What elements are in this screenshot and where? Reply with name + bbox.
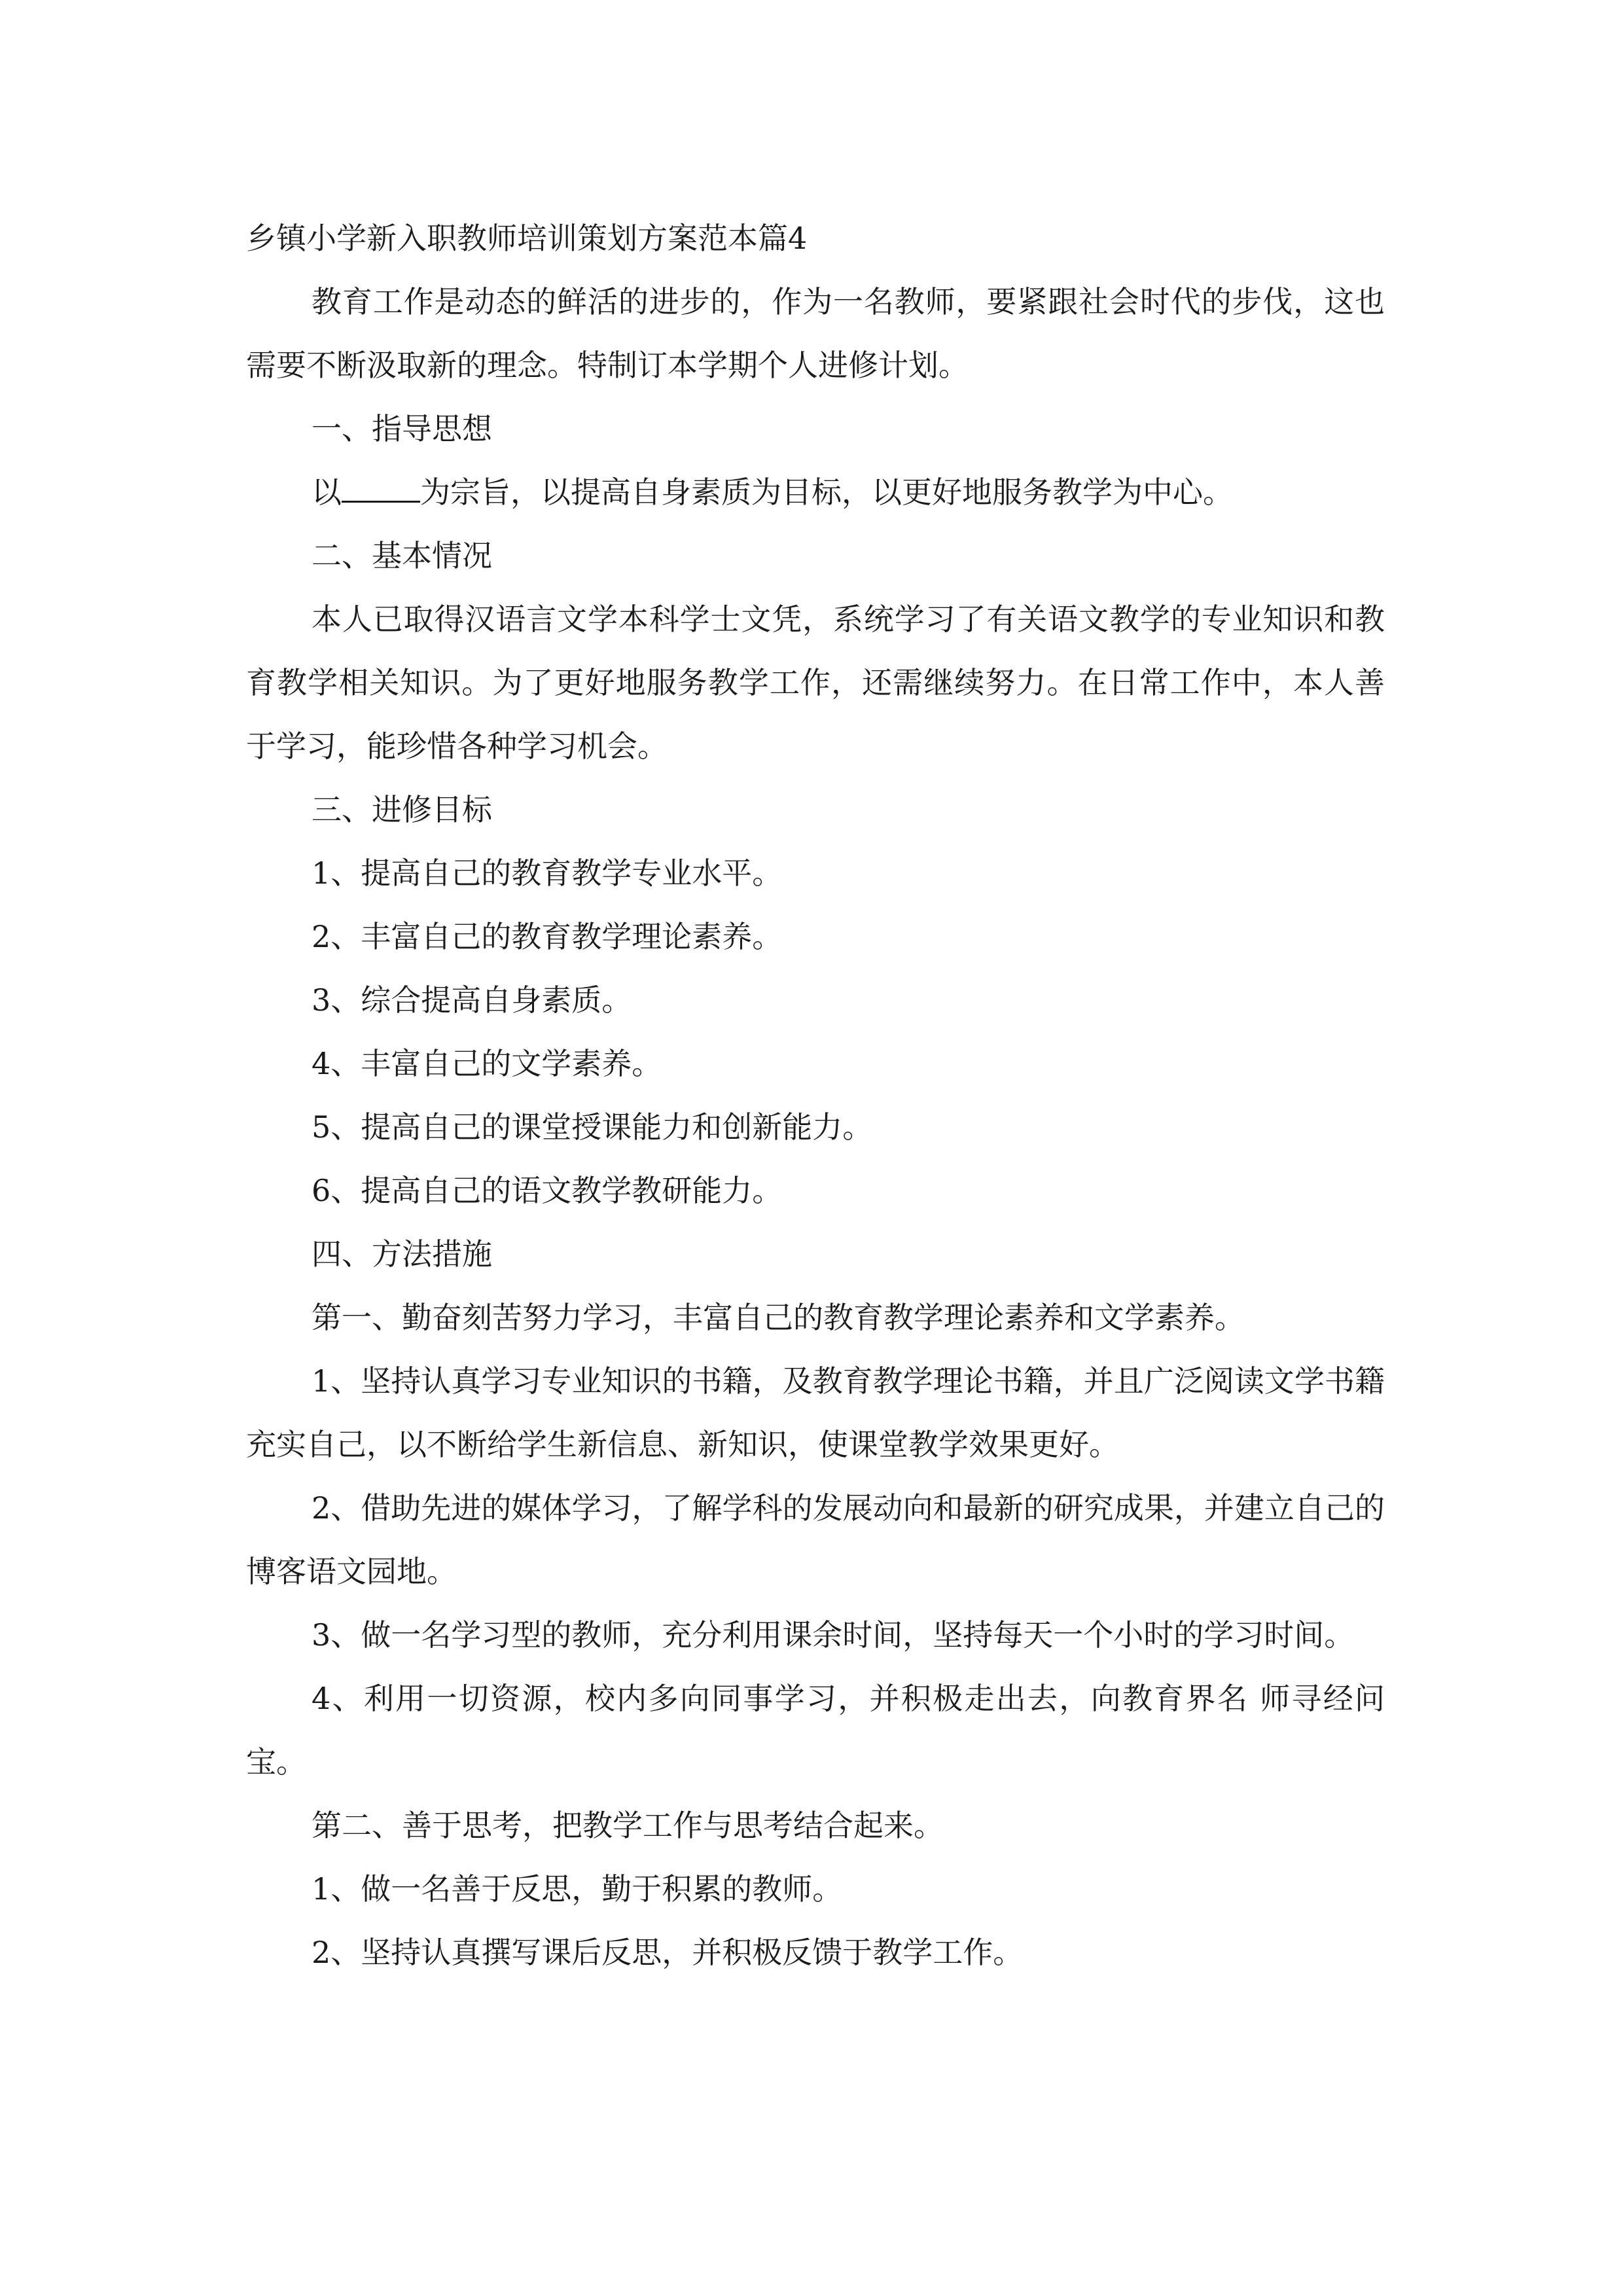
goal-item: 3、综合提高自身素质。 [312,982,632,1018]
section-heading-basic-situation: 二、基本情况 [312,538,492,573]
methods-part1-item: 3、做一名学习型的教师，充分利用课余时间，坚持每天一个小时的学习时间。 [312,1617,1355,1653]
goal-item: 1、提高自己的教育教学专业水平。 [312,855,783,891]
methods-part2-heading: 第二、善于思考，把教学工作与思考结合起来。 [312,1808,944,1843]
guiding-text-end: 为宗旨，以提高自身素质为目标，以更好地服务教学为中心。 [420,475,1233,510]
methods-part1-heading: 第一、勤奋刻苦努力学习，丰富自己的教育教学理论素养和文学素养。 [312,1300,1245,1335]
document-title: 乡镇小学新入职教师培训策划方案范本篇4 [246,221,808,256]
methods-part2-item: 2、坚持认真撰写课后反思，并积极反馈于教学工作。 [312,1935,1024,1970]
methods-part1-item: 2、借助先进的媒体学习，了解学科的发展动向和最新的研究成果，并建立自己的博客语文园地。 [246,1490,1385,1589]
guiding-ideology-paragraph [246,461,1385,524]
guiding-text-start: 以 [312,475,342,510]
goal-item: 5、提高自己的课堂授课能力和创新能力。 [312,1109,873,1145]
methods-part1-item: 4、利用一切资源，校内多向同事学习，并积极走出去，向教育界名 师寻经问宝。 [246,1681,1385,1780]
fill-in-blank [342,472,420,503]
basic-situation-paragraph: 本人已取得汉语言文学本科学士文凭，系统学习了有关语文教学的专业知识和教育教学相关知识。为了更好地服务教学工作，还需继续努力。在日常工作中，本人善于学习，能珍惜各种学习机会。 [246,601,1385,764]
methods-part2-item: 1、做一名善于反思，勤于积累的教师。 [312,1871,843,1907]
section-heading-goals: 三、进修目标 [312,792,492,827]
goal-item: 4、丰富自己的文学素养。 [312,1046,662,1081]
goal-item: 6、提高自己的语文教学教研能力。 [312,1173,783,1208]
section-heading-guiding-ideology: 一、指导思想 [312,411,492,446]
section-heading-methods: 四、方法措施 [312,1236,492,1272]
document-body [246,207,1385,1984]
methods-part1-item: 1、坚持认真学习专业知识的书籍，及教育教学理论书籍，并且广泛阅读文学书籍充实自己，以不断给学生新信息、新知识，使课堂教学效果更好。 [246,1363,1385,1462]
intro-paragraph: 教育工作是动态的鲜活的进步的，作为一名教师，要紧跟社会时代的步伐，这也需要不断汲取新的理念。特制订本学期个人进修计划。 [246,284,1385,383]
goal-item: 2、丰富自己的教育教学理论素养。 [312,919,783,954]
